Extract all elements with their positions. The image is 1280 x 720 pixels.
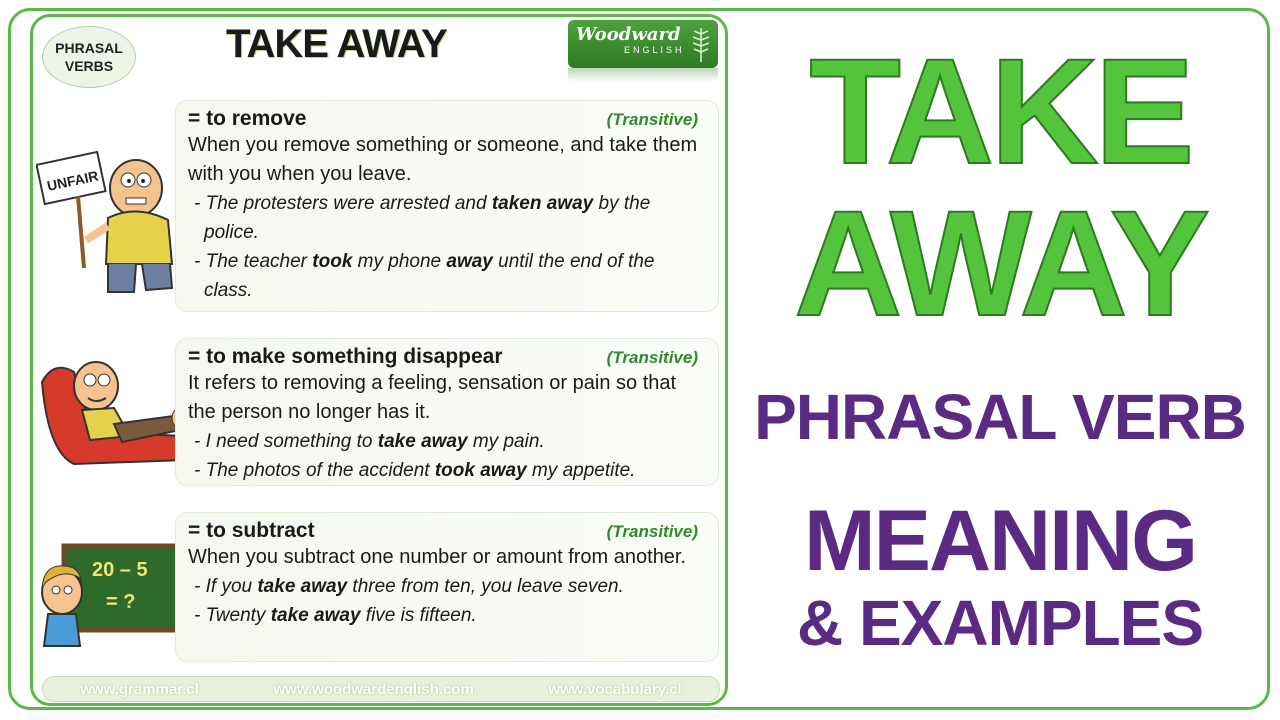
- example-sentence: - The protesters were arrested and taken away by the police.: [194, 193, 651, 243]
- transitive-label: (Transitive): [606, 348, 698, 367]
- logo-reflection: [568, 68, 718, 82]
- example-sentence: - The teacher took my phone away until the end of the class.: [194, 251, 655, 301]
- chalkboard-illustration: [34, 538, 194, 658]
- fern-icon: [690, 26, 712, 64]
- definition-text: It refers to removing a feeling, sensation or pain so that the person no longer has it.: [188, 372, 677, 423]
- phrasal-verbs-badge: [42, 26, 136, 88]
- footer-link-vocabulary[interactable]: www.vocabulary.cl: [548, 680, 682, 698]
- example-sentence: - I need something to take away my pain.: [194, 431, 545, 452]
- meaning-heading: = to make something disappear: [188, 345, 503, 368]
- examples-subtitle: & EXAMPLES: [796, 587, 1204, 659]
- definition-text: When you remove something or someone, and take them with you when you leave.: [188, 134, 698, 185]
- example-sentence: - The photos of the accident took away my appetite.: [194, 460, 636, 481]
- woodward-logo: [568, 20, 718, 68]
- example-sentence: - If you take away three from ten, you leave seven.: [194, 576, 624, 597]
- protester-illustration: [36, 140, 196, 300]
- badge-line2: VERBS: [64, 58, 114, 74]
- footer-link-woodward[interactable]: www.woodwardenglish.com: [273, 680, 474, 698]
- definition-text: When you subtract one number or amount from another.: [188, 546, 687, 568]
- panel-title: TAKE AWAY: [226, 22, 447, 66]
- relaxed-man-illustration: [34, 352, 194, 472]
- logo-brand: Woodward: [576, 24, 681, 45]
- meaning-card-disappear: [175, 338, 719, 486]
- meaning-heading: = to remove: [188, 107, 307, 130]
- chalkboard-line1: 20 – 5: [92, 559, 148, 581]
- logo-sub: ENGLISH: [624, 45, 685, 55]
- big-title-away: AWAY: [794, 179, 1206, 347]
- example-sentence: - Twenty take away five is fifteen.: [194, 605, 477, 626]
- meaning-card-remove: [175, 100, 719, 312]
- big-title-take: TAKE: [809, 27, 1191, 195]
- meaning-card-subtract: [175, 512, 719, 662]
- unfair-sign-text: UNFAIR: [45, 167, 100, 194]
- chalkboard-line2: = ?: [106, 591, 136, 613]
- phrasal-verb-subtitle: PHRASAL VERB: [754, 381, 1246, 453]
- footer-link-grammar[interactable]: www.grammar.cl: [80, 680, 199, 698]
- transitive-label: (Transitive): [606, 110, 698, 129]
- transitive-label: (Transitive): [606, 522, 698, 541]
- meaning-subtitle: MEANING: [803, 493, 1197, 589]
- badge-line1: PHRASAL: [55, 40, 123, 56]
- meaning-heading: = to subtract: [188, 519, 315, 542]
- website-footer: [42, 676, 720, 702]
